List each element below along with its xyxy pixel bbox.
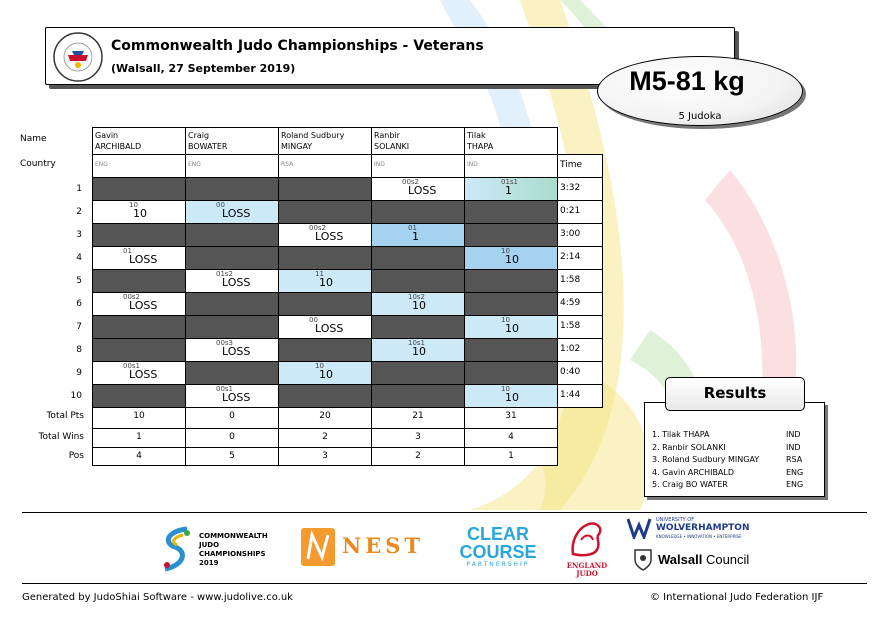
match-empty-cell	[92, 223, 186, 247]
country-row-label: Country	[20, 159, 56, 169]
total-points-cell: 31	[464, 407, 558, 429]
match-result-value: LOSS	[408, 184, 437, 197]
match-result-value: 10	[505, 391, 519, 404]
match-result-value: 10	[412, 299, 426, 312]
match-time-cell: 1:44	[557, 384, 603, 408]
match-result-cell	[185, 338, 279, 362]
match-result-cell	[464, 315, 558, 339]
event-date-location: (Walsall, 27 September 2019)	[111, 62, 296, 75]
generated-by-credit: Generated by JudoShiai Software - www.judolive.co.uk	[22, 592, 293, 603]
match-score-detail: 00	[216, 201, 225, 209]
match-result-value: LOSS	[129, 368, 158, 381]
result-entry-name: 4. Gavin ARCHIBALD	[652, 467, 735, 477]
competitor-first-name: Gavin	[95, 131, 119, 140]
match-result-value: 10	[505, 322, 519, 335]
match-empty-cell	[92, 315, 186, 339]
results-title: Results	[665, 377, 805, 411]
match-result-cell	[371, 223, 465, 247]
competitor-name-cell	[278, 127, 372, 155]
total-wins-cell: 1	[92, 428, 186, 448]
wolverhampton-tagline: KNOWLEDGE • INNOVATION • ENTERPRISE	[656, 534, 742, 539]
clear-course-line-2: COURSE	[459, 542, 537, 562]
result-entry-name: 3. Roland Sudbury MINGAY	[652, 455, 760, 464]
competitor-name-cell	[92, 127, 186, 155]
result-entry-country: IND	[786, 442, 801, 452]
match-result-cell	[464, 246, 558, 270]
match-number: 7	[76, 322, 82, 332]
competitor-name-cell	[464, 127, 558, 155]
match-time-cell: 0:40	[557, 361, 603, 385]
competitor-country-cell: IND	[464, 154, 558, 178]
competitor-last-name: MINGAY	[281, 142, 313, 151]
match-time-cell: 3:32	[557, 177, 603, 201]
competitor-country-cell: ENG	[92, 154, 186, 178]
match-number: 2	[76, 207, 82, 217]
cjc-line-2: JUDO CHAMPIONSHIPS	[199, 541, 266, 558]
match-result-value: LOSS	[222, 345, 251, 358]
match-time-cell: 3:00	[557, 223, 603, 247]
position-cell: 1	[464, 447, 558, 466]
competitor-first-name: Craig	[188, 131, 210, 140]
match-score-detail: 01s2	[216, 270, 234, 278]
total-wins-cell: 3	[371, 428, 465, 448]
match-score-detail: 10	[129, 201, 138, 209]
match-score-detail: 10	[315, 362, 324, 370]
match-score-detail: 00	[309, 316, 318, 324]
match-empty-cell	[185, 361, 279, 385]
match-result-value: 10	[412, 345, 426, 358]
total-wins-cell: 4	[464, 428, 558, 448]
match-result-cell	[185, 269, 279, 293]
match-number: 8	[76, 345, 82, 355]
match-result-value: 1	[505, 184, 512, 197]
association-logo-icon	[52, 31, 104, 83]
match-empty-cell	[464, 338, 558, 362]
time-column-header: Time	[557, 154, 603, 178]
position-cell: 4	[92, 447, 186, 466]
walsall-crest-icon	[632, 546, 654, 572]
match-number: 1	[76, 184, 82, 194]
match-empty-cell	[278, 338, 372, 362]
england-judo-line-2: JUDO	[576, 569, 598, 578]
match-result-value: LOSS	[222, 276, 251, 289]
total-wins-cell: 2	[278, 428, 372, 448]
match-result-value: LOSS	[315, 322, 344, 335]
competitor-country-cell: ENG	[185, 154, 279, 178]
walsall-council-logo	[632, 546, 752, 574]
match-result-cell	[371, 338, 465, 362]
result-entry-country: ENG	[786, 467, 804, 477]
competitor-first-name: Ranbir	[374, 131, 400, 140]
match-result-value: LOSS	[129, 253, 158, 266]
match-time-cell: 1:02	[557, 338, 603, 362]
category-name: M5-81 kg	[629, 66, 745, 96]
wolverhampton-name: WOLVERHAMPTON	[656, 523, 750, 533]
match-result-value: 10	[133, 207, 147, 220]
name-row-label: Name	[20, 134, 47, 144]
match-result-cell	[92, 292, 186, 316]
clear-course-line-1: CLEAR	[467, 524, 529, 544]
competitor-last-name: SOLANKI	[374, 142, 410, 151]
match-time-cell: 1:58	[557, 269, 603, 293]
match-empty-cell	[278, 200, 372, 224]
footer-divider-bottom	[22, 583, 867, 584]
match-result-value: LOSS	[222, 391, 251, 404]
match-result-value: 10	[319, 276, 333, 289]
total-wins-label: Total Wins	[38, 432, 84, 442]
wolverhampton-prefix: UNIVERSITY OF	[656, 517, 695, 523]
nest-wordmark: NEST	[342, 533, 424, 558]
match-empty-cell	[371, 384, 465, 408]
match-empty-cell	[92, 177, 186, 201]
competitor-name-cell	[371, 127, 465, 155]
match-empty-cell	[185, 246, 279, 270]
england-judo-logo	[560, 520, 614, 578]
competitor-first-name: Roland Sudbury	[281, 131, 345, 140]
position-cell: 5	[185, 447, 279, 466]
position-label: Pos	[68, 451, 84, 461]
total-wins-cell: 0	[185, 428, 279, 448]
council-word: Council	[705, 552, 750, 567]
match-empty-cell	[185, 315, 279, 339]
match-number: 10	[70, 391, 82, 401]
match-score-detail: 10s1	[408, 339, 426, 347]
match-result-cell	[278, 223, 372, 247]
match-empty-cell	[92, 384, 186, 408]
result-entry-country: ENG	[786, 480, 804, 489]
match-result-value: 10	[505, 253, 519, 266]
match-result-value: LOSS	[129, 299, 158, 312]
match-number: 5	[76, 276, 82, 286]
match-result-value: LOSS	[315, 230, 344, 243]
result-entry-name: 5. Craig BO WATER	[652, 480, 728, 489]
position-cell: 3	[278, 447, 372, 466]
match-number: 3	[76, 230, 82, 240]
match-empty-cell	[371, 361, 465, 385]
england-judo-line-1: ENGLAND	[566, 561, 608, 570]
match-score-detail: 00s1	[123, 362, 141, 370]
match-score-detail: 00s1	[216, 385, 234, 393]
match-empty-cell	[185, 292, 279, 316]
match-score-detail: 11	[315, 270, 324, 278]
result-entry-name: 2. Ranbir SOLANKI	[652, 442, 726, 452]
competitor-count: 5 Judoka	[678, 111, 722, 122]
match-number: 9	[76, 368, 82, 378]
page-title: Commonwealth Judo Championships - Veterans	[111, 38, 484, 54]
match-empty-cell	[185, 223, 279, 247]
competitor-country-cell: IND	[371, 154, 465, 178]
match-empty-cell	[464, 292, 558, 316]
match-result-value: 10	[319, 368, 333, 381]
match-empty-cell	[92, 338, 186, 362]
competitor-first-name: Tilak	[467, 131, 486, 140]
match-number: 4	[76, 253, 82, 263]
clear-course-tagline: PARTNERSHIP	[466, 561, 530, 568]
competitor-last-name: BOWATER	[188, 142, 228, 151]
match-empty-cell	[278, 177, 372, 201]
match-result-cell	[371, 177, 465, 201]
cjc-line-3: 2019	[199, 559, 219, 567]
match-empty-cell	[185, 177, 279, 201]
match-empty-cell	[278, 246, 372, 270]
position-cell: 2	[371, 447, 465, 466]
match-empty-cell	[371, 315, 465, 339]
cjc-2019-logo	[157, 525, 287, 575]
match-score-detail: 10	[501, 385, 510, 393]
match-score-detail: 00s2	[309, 224, 327, 232]
match-score-detail: 01s1	[501, 178, 519, 186]
result-entry-name: 1. Tilak THAPA	[652, 430, 710, 439]
match-empty-cell	[464, 200, 558, 224]
match-score-detail: 00s3	[216, 339, 234, 347]
match-empty-cell	[92, 269, 186, 293]
match-result-value: LOSS	[222, 207, 251, 220]
match-score-detail: 10	[501, 316, 510, 324]
footer-divider-top	[22, 512, 867, 513]
match-time-cell: 1:58	[557, 315, 603, 339]
wolverhampton-logo	[626, 516, 750, 542]
match-score-detail: 00s2	[123, 293, 141, 301]
match-empty-cell	[278, 384, 372, 408]
match-result-cell	[92, 361, 186, 385]
competitor-last-name: ARCHIBALD	[95, 142, 142, 151]
match-result-cell	[464, 177, 558, 201]
match-result-cell	[464, 384, 558, 408]
match-result-cell	[185, 200, 279, 224]
copyright-notice: © International Judo Federation IJF	[650, 592, 824, 603]
wolverhampton-crest-icon	[626, 517, 652, 539]
match-result-cell	[185, 384, 279, 408]
match-score-detail: 01	[123, 247, 132, 255]
match-time-cell: 0:21	[557, 200, 603, 224]
cjc-swirl-icon	[157, 525, 195, 575]
total-points-cell: 21	[371, 407, 465, 429]
match-empty-cell	[464, 361, 558, 385]
clear-course-logo	[452, 525, 544, 573]
competitor-name-cell	[185, 127, 279, 155]
competitor-last-name: THAPA	[467, 142, 494, 151]
match-result-cell	[278, 361, 372, 385]
nest-logo	[300, 527, 430, 567]
total-points-cell: 20	[278, 407, 372, 429]
cjc-line-1: COMMONWEALTH	[199, 532, 268, 540]
result-entry-country: RSA	[786, 455, 803, 464]
result-entry-country: IND	[786, 430, 801, 439]
match-score-detail: 10	[501, 247, 510, 255]
lion-icon	[567, 520, 607, 558]
match-score-detail: 10s2	[408, 293, 426, 301]
match-empty-cell	[371, 269, 465, 293]
match-empty-cell	[464, 269, 558, 293]
match-empty-cell	[278, 292, 372, 316]
match-empty-cell	[371, 246, 465, 270]
total-points-cell: 0	[185, 407, 279, 429]
match-score-detail: 00s2	[402, 178, 420, 186]
nest-mark-icon	[300, 527, 336, 567]
match-time-cell: 4:59	[557, 292, 603, 316]
match-result-cell	[371, 292, 465, 316]
match-time-cell: 2:14	[557, 246, 603, 270]
match-empty-cell	[464, 223, 558, 247]
match-result-cell	[92, 200, 186, 224]
match-empty-cell	[371, 200, 465, 224]
match-score-detail: 01	[408, 224, 417, 232]
competitor-country-cell: RSA	[278, 154, 372, 178]
total-points-label: Total Pts	[46, 411, 84, 421]
match-result-cell	[278, 269, 372, 293]
total-points-cell: 10	[92, 407, 186, 429]
match-number: 6	[76, 299, 82, 309]
match-result-cell	[278, 315, 372, 339]
walsall-word: Walsall	[658, 552, 703, 567]
match-result-cell	[92, 246, 186, 270]
match-result-value: 1	[412, 230, 419, 243]
